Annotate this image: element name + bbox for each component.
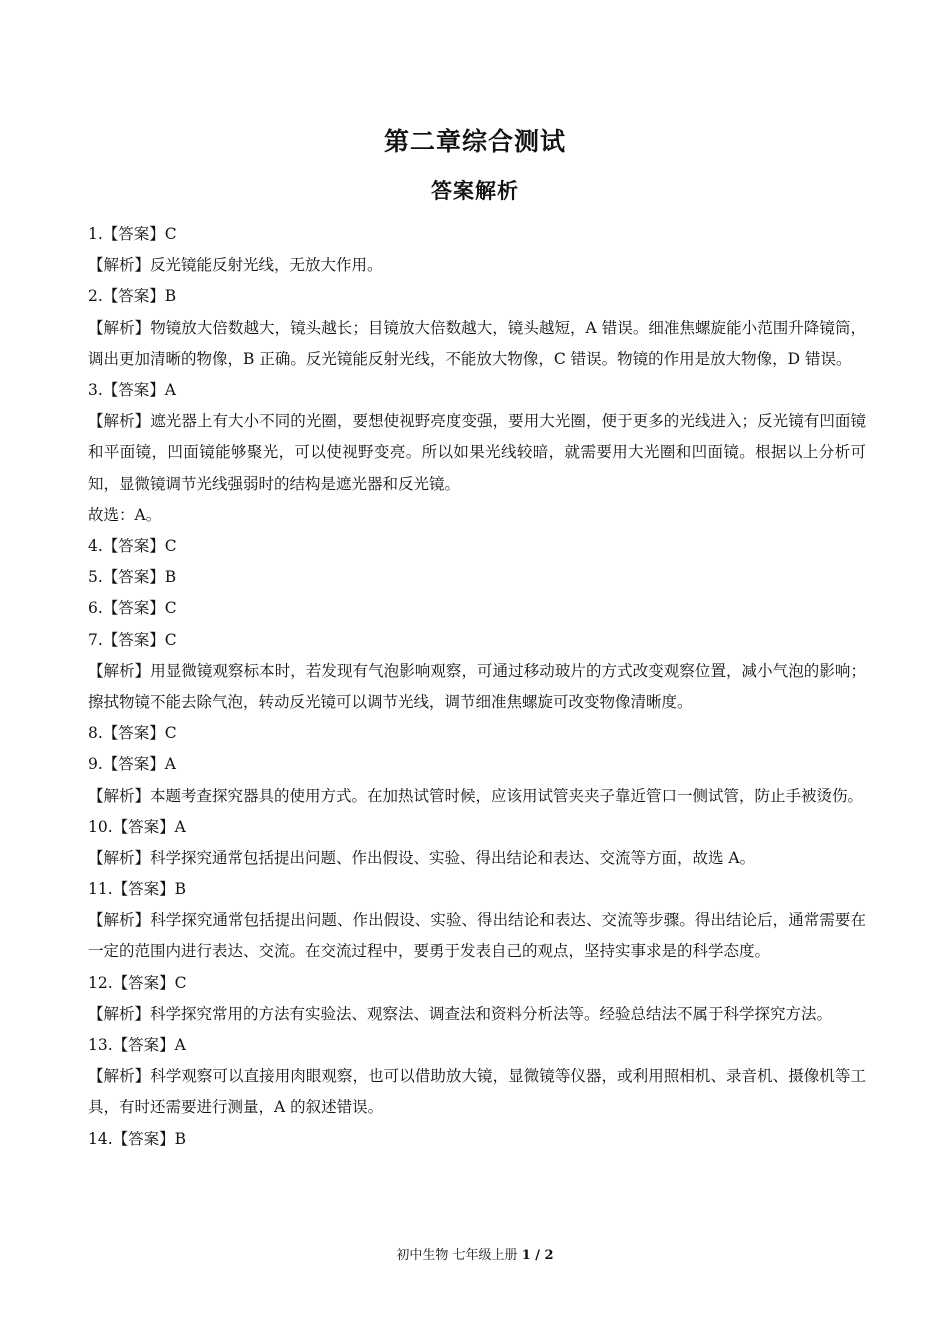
- answer-line-6: 6.【答案】C: [88, 599, 177, 618]
- analysis-2: 【解析】物镜放大倍数越大，镜头越长；目镜放大倍数越大，镜头越短，A 错误。细准焦螺旋能小范围升降镜筒，调出更加清晰的物像，B 正确。反光镜能反射光线，不能放大物像，C 错误。物镜的作用是放大物像，D 错误。: [88, 318, 866, 368]
- answer-line-3: 3.【答案】A: [88, 380, 176, 399]
- analysis-13: 【解析】科学观察可以直接用肉眼观察，也可以借助放大镜，显微镜等仪器，或利用照相机、录音机、摄像机等工具，有时还需要进行测量，A 的叙述错误。: [88, 1067, 866, 1117]
- answer-line-10: 10.【答案】A: [88, 817, 186, 836]
- answer-line-12: 12.【答案】C: [88, 973, 187, 992]
- answer-line-9: 9.【答案】A: [88, 755, 176, 774]
- answer-line-11: 11.【答案】B: [88, 880, 187, 899]
- answer-line-2: 2.【答案】B: [88, 287, 177, 306]
- answer-line-5: 5.【答案】B: [88, 568, 177, 587]
- answer-line-14: 14.【答案】B: [88, 1129, 187, 1148]
- analysis-12: 【解析】科学探究常用的方法有实验法、观察法、调查法和资料分析法等。经验总结法不属于科学探究方法。: [88, 1004, 833, 1023]
- conclusion-3: 故选：A。: [88, 505, 162, 524]
- analysis-3: 【解析】遮光器上有大小不同的光圈，要想使视野亮度变强，要用大光圈，便于更多的光线进入；反光镜有凹面镜和平面镜，凹面镜能够聚光，可以使视野变亮。所以如果光线较暗，就需要用大光圈和凹面镜。根据以上分析可知，显微镜调节光线强弱时的结构是遮光器和反光镜。: [88, 412, 866, 493]
- answer-line-8: 8.【答案】C: [88, 724, 177, 743]
- answer-line-4: 4.【答案】C: [88, 536, 177, 555]
- analysis-1: 【解析】反光镜能反射光线，无放大作用。: [88, 256, 383, 275]
- analysis-9: 【解析】本题考查探究器具的使用方式。在加热试管时候，应该用试管夹夹子靠近管口一侧试管，防止手被烫伤。: [88, 786, 864, 805]
- analysis-7: 【解析】用显微镜观察标本时，若发现有气泡影响观察，可通过移动玻片的方式改变观察位置，减小气泡的影响；擦拭物镜不能去除气泡，转动反光镜可以调节光线，调节细准焦螺旋可改变物像清晰度。: [88, 661, 866, 711]
- answer-line-13: 13.【答案】A: [88, 1036, 186, 1055]
- page-subtitle: 答案解析: [431, 178, 519, 203]
- footer-label: 初中生物 七年级上册: [396, 1248, 518, 1263]
- page-footer: [0, 1244, 950, 1263]
- answer-line-1: 1.【答案】C: [88, 225, 177, 243]
- answer-line-7: 7.【答案】C: [88, 630, 177, 649]
- analysis-10: 【解析】科学探究通常包括提出问题、作出假设、实验、得出结论和表达、交流等方面，故选 A。: [88, 848, 756, 867]
- page-number: 1 / 2: [521, 1248, 554, 1263]
- page-title: 第二章综合测试: [383, 127, 566, 156]
- analysis-11: 【解析】科学探究通常包括提出问题、作出假设、实验、得出结论和表达、交流等步骤。得出结论后，通常需要在一定的范围内进行表达、交流。在交流过程中，要勇于发表自己的观点，坚持实事求是的科学态度。: [88, 911, 866, 961]
- answer-list: [88, 219, 866, 1155]
